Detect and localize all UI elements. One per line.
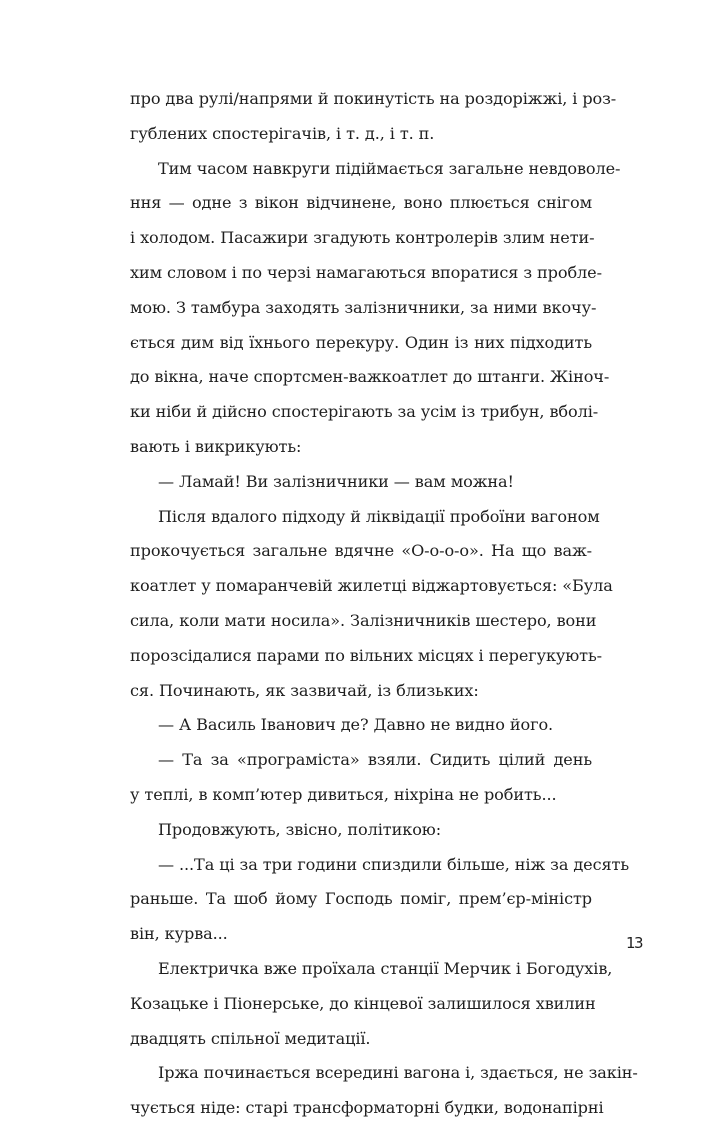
page-number: 13: [626, 934, 643, 952]
text-line: ся. Починають, як зазвичай, із близьких:: [130, 680, 479, 700]
text-line: порозсідалися парами по вільних місцях і перегукують-: [130, 645, 602, 665]
text-line: сила, коли мати носила». Залізничників шестеро, вони: [130, 610, 597, 630]
text-line: — Ламай! Ви залізничники — вам можна!: [158, 471, 514, 491]
text-line: Тим часом навкруги підіймається загальне невдоволе-: [158, 158, 621, 178]
text-line: про два рулі/напрями й покинутість на роздоріжжі, і роз-: [130, 89, 617, 108]
text-line: раньше. Та шоб йому Господь поміг, прем’єр-міністр: [130, 889, 592, 909]
text-line: коатлет у помаранчевій жилетці віджартовується: «Була: [130, 576, 613, 596]
text-line: — А Василь Іванович де? Давно не видно його.: [158, 715, 554, 735]
text-line: Електричка вже проїхала станції Мерчик і Богодухів,: [158, 958, 613, 978]
text-line: ння — одне з вікон відчинене, воно плюється снігом: [130, 193, 592, 213]
text-line: Іржа починається всередині вагона і, здається, не закін-: [158, 1063, 638, 1083]
text-line: ється дим від їхнього перекуру. Один із них підходить: [130, 332, 592, 352]
text-line: і холодом. Пасажири згадують контролерів злим нети-: [130, 228, 595, 248]
text-line: — Та за «програміста» взяли. Сидить цілий день: [158, 750, 592, 770]
text-line: — ...Та ці за три години спиздили більше, ніж за десять: [158, 854, 630, 874]
text-line: двадцять спільної медитації.: [130, 1028, 371, 1048]
text-line: до вікна, наче спортсмен-важкоатлет до штанги. Жіноч-: [130, 367, 610, 387]
text-line: він, курва...: [130, 924, 228, 944]
text-line: у теплі, в комп’ютер дивиться, ніхріна не робить...: [130, 784, 557, 804]
text-line: Козацьке і Піонерське, до кінцевої залишилося хвилин: [130, 993, 596, 1013]
text-line: Після вдалого підходу й ліквідації пробоїни вагоном: [158, 506, 600, 526]
text-line: ки ніби й дійсно спостерігають за усім із трибун, вболі-: [130, 402, 599, 422]
text-line: чується ніде: старі трансформаторні будки, водонапірні: [130, 1098, 604, 1118]
text-line: гублених спостерігачів, і т. д., і т. п.: [130, 123, 435, 143]
text-line: мою. З тамбура заходять залізничники, за ними вкочу-: [130, 297, 597, 317]
text-line: прокочується загальне вдячне «О-о-о-о». На що важ-: [130, 541, 592, 561]
text-line: вають і викрикують:: [130, 436, 302, 456]
text-line: Продовжують, звісно, політикою:: [158, 819, 442, 839]
text-line: хим словом і по черзі намагаються впоратися з пробле-: [130, 262, 602, 282]
